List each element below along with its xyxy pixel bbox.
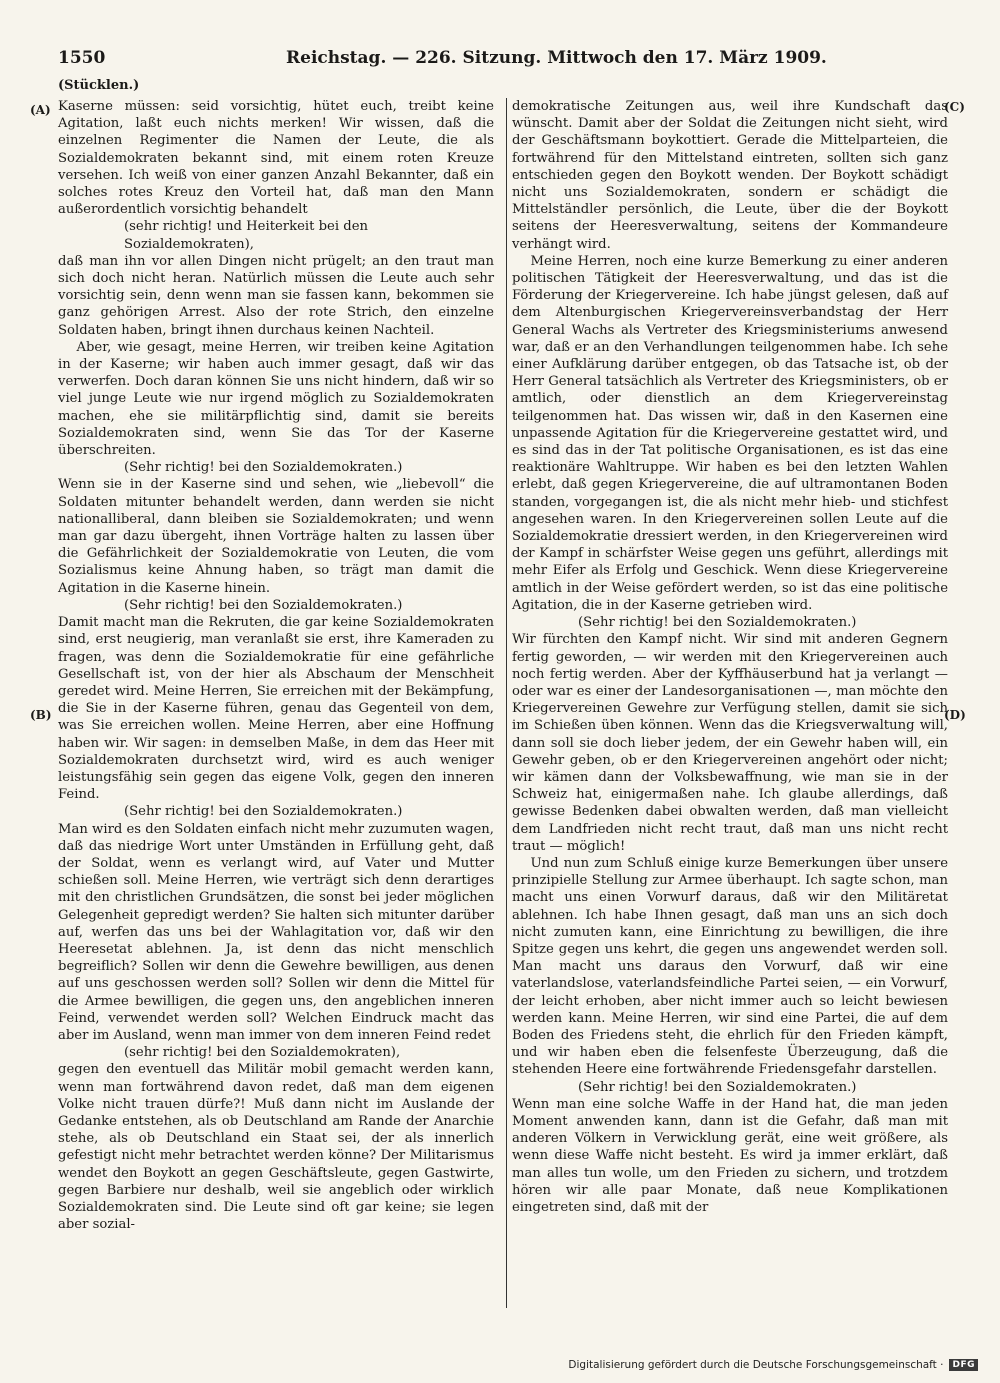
paragraph: Und nun zum Schluß einige kurze Bemerkungen über unsere prinzipielle Stellung zur Armee überhaupt. Ich sagte schon, man macht uns einen Vorwurf daraus, daß wir den Militäretat ablehnen. Ich habe Ihnen gesagt, daß man uns an sich doch nicht zumuten kann, eine Einrichtung zu bewilligen, die ihre Spitze gegen uns kehrt, die gegen uns angewendet werden soll. Man macht uns daraus den Vorwurf, daß wir eine vaterlandslose, vaterlandsfeindliche Partei seien, — ein Vorwurf, der leicht erhoben, aber nicht immer auch so leicht bewiesen werden kann. Meine Herren, wir sind eine Partei, die auf dem Boden des Friedens steht, die ehrlich für den Frieden kämpft, und wir haben eben die felsenfeste Überzeugung, daß die stehenden Heere eine fortwährende Friedensgefahr darstellen. [512,855,948,1078]
margin-marker-b: (B) [30,708,52,722]
interjection: (sehr richtig! und Heiterkeit bei den Sozialdemokraten), [124,219,369,252]
interjection: (Sehr richtig! bei den Sozialdemokraten.) [578,615,857,631]
interjection: (Sehr richtig! bei den Sozialdemokraten.) [578,1079,857,1095]
margin-marker-c: (C) [944,100,965,114]
paragraph: Meine Herren, noch eine kurze Bemerkung zu einer anderen politischen Tätigkeit der Heeresverwaltung, und das ist die Förderung der Kriegervereine. Ich habe jüngst gelesen, daß auf dem Altenburgischen Kriegervereinsverbandstag der Herr General Wachs als Vertreter des Kriegsministeriums anwesend war, daß er an den Verhandlungen teilgenommen habe. Ich sehe einer Aufklärung darüber entgegen, ob das Tatsache ist, ob der Herr General tatsächlich als Vertreter des Kriegsministers, ob er amtlich, oder dienstlich an dem Kriegervereinstag teilgenommen hat. Das wissen wir, daß in den Kasernen eine unpassende Agitation für die Kriegervereine gestattet wird, und es sind das in der Tat politische Organisationen, es ist das eine reaktionäre Wahltruppe. Wir haben es bei den letzten Wahlen erlebt, daß gegen Kriegervereine, die auf ultramontanen Boden standen, vorgegangen ist, die als nicht mehr hieb- und stichfest angesehen waren. In den Kriegervereinen sollen Leute auf die Sozialdemokratie dressiert werden, in den Kriegervereinen wird der Kampf in schärfster Weise gegen uns geführt, allerdings mit mehr Eifer als Erfolg und Geschick. Wenn diese Kriegervereine amtlich in der Weise gefördert werden, so ist das eine politische Agitation, die in der Kaserne getrieben wird. [512,253,948,613]
margin-marker-a: (A) [30,103,51,117]
interjection: (Sehr richtig! bei den Sozialdemokraten.) [124,597,403,613]
speaker-continuation: (Stücklen.) [58,78,140,93]
margin-marker-d: (D) [944,708,966,722]
dfg-logo: DFG [949,1359,978,1371]
paragraph: Wir fürchten den Kampf nicht. Wir sind mit anderen Gegnern fertig geworden, — wir werden mit den Kriegervereinen auch noch fertig werden. Aber der Kyffhäuserbund hat ja verlangt — oder war es einer der Landesorganisationen —, man möchte den Kriegervereinen Gewehre zur Verfügung stellen, damit sie sich im Schießen üben können. Wenn das die Kriegsverwaltung will, dann soll sie doch lieber jedem, der ein Gewehr haben will, ein Gewehr geben, ob er den Kriegervereinen angehört oder nicht; wir kämen dann der Volksbewaffnung, wie man sie in der Schweiz hat, einigermaßen nahe. Ich glaube allerdings, daß gewisse Bedenken dabei obwalten werden, daß man vielleicht dem Landfrieden nicht recht traut, daß man uns nicht recht traut — möglich! [512,632,948,854]
page-number: 1550 [58,48,106,68]
interjection: (Sehr richtig! bei den Sozialdemokraten.) [124,804,403,820]
running-title: Reichstag. — 226. Sitzung. Mittwoch den 17. März 1909. [286,48,827,68]
interjection: (sehr richtig! bei den Sozialdemokraten), [124,1045,401,1061]
footer-credit: Digitalisierung gefördert durch die Deutsche Forschungsgemeinschaft · [568,1359,944,1371]
column-divider [506,98,507,1308]
paragraph: Man wird es den Soldaten einfach nicht mehr zuzumuten wagen, daß das niedrige Wort unter Umständen in Erfüllung geht, daß der Soldat, wenn es verlangt wird, auf Vater und Mutter schießen soll. Meine Herren, wie verträgt sich denn derartiges mit den christlichen Grundsätzen, die sonst bei jeder möglichen Gelegenheit gepredigt werden? Sie halten sich mitunter darüber auf, werfen das uns bei der Wahlagitation vor, daß wir den Heeresetat ablehnen. Ja, ist denn das nicht menschlich begreiflich? Sollen wir denn die Gewehre bewilligen, aus denen auf uns geschossen werden soll? Sollen wir denn die Mittel für die Armee bewilligen, die gegen uns, den angeblichen inneren Feind, verwendet werden soll? Welchen Eindruck macht das aber im Ausland, wenn man immer von dem inneren Feind redet [58,821,494,1043]
paragraph: Wenn man eine solche Waffe in der Hand hat, die man jeden Moment anwenden kann, dann ist die Gefahr, daß man mit anderen Völkern in Verwicklung gerät, eine weit größere, als wenn diese Waffe nicht besteht. Es wird ja immer erklärt, daß man alles tun wolle, um den Frieden zu sichern, und trotzdem hören wir alle paar Monate, daß neue Komplikationen eingetreten sind, daß mit der [512,1096,948,1215]
interjection: (Sehr richtig! bei den Sozialdemokraten.) [124,460,403,476]
footer [568,1359,978,1371]
paragraph: gegen den eventuell das Militär mobil gemacht werden kann, wenn man fortwährend davon redet, daß man dem eigenen Volke nicht trauen dürfe?! Muß dann nicht im Auslande der Gedanke entstehen, als ob Deutschland am Rande der Anarchie stehe, als ob Deutschland ein Staat sei, der als innerlich gefestigt nicht mehr betrachtet werden könne? Der Militarismus wendet den Boykott an gegen Geschäftsleute, gegen Gastwirte, gegen Barbiere nur deshalb, weil sie angeblich oder wirklich Sozialdemokraten sind. Die Leute sind oft gar keine; sie legen aber sozial- [58,1062,494,1233]
paragraph: demokratische Zeitungen aus, weil ihre Kundschaft das wünscht. Damit aber der Soldat die Zeitungen nicht sieht, wird der Geschäftsmann boykottiert. Gerade die Mittelparteien, die fortwährend für den Mittelstand eintreten, sollten sich ganz entschieden gegen den Boykott wenden. Der Boykott schädigt nicht uns Sozialdemokraten, sondern er schädigt die Mittelständler persönlich, die Leute, über die der Boykott seitens der Heeresverwaltung, seitens der Kommandeure verhängt wird. [512,99,948,252]
left-column [58,98,494,1233]
right-column [512,98,948,1216]
paragraph: Wenn sie in der Kaserne sind und sehen, wie „liebevoll“ die Soldaten mitunter behandelt werden, dann werden sie nicht nationalliberal, dann bleiben sie Sozialdemokraten; und wenn man gar dazu übergeht, ihnen Vorträge halten zu lassen über die Gefährlichkeit der Sozialdemokratie von Leuten, die vom Sozialismus keine Ahnung haben, so trägt man damit die Agitation in die Kaserne hinein. [58,477,494,596]
paragraph: daß man ihn vor allen Dingen nicht prügelt; an den traut man sich doch nicht heran. Natürlich müssen die Leute auch sehr vorsichtig sein, denn wenn man sie fassen kann, bekommen sie ganz gehörigen Arrest. Also der rote Strich, den einzelne Soldaten haben, bringt ihnen durchaus keinen Nachteil. [58,253,494,338]
paragraph: Kaserne müssen: seid vorsichtig, hütet euch, treibt keine Agitation, laßt euch nichts merken! Wir wissen, daß die einzelnen Regimenter die Namen der Leute, die als Sozialdemokraten bekannt sind, mit einem roten Kreuze versehen. Ich weiß von einer ganzen Anzahl Bekannter, daß ein solches rotes Kreuz den Vorteil hat, daß man den Mann außerordentlich vorsichtig behandelt [58,99,494,218]
paragraph: Aber, wie gesagt, meine Herren, wir treiben keine Agitation in der Kaserne; wir haben auch immer gesagt, daß wir das verwerfen. Doch daran können Sie uns nicht hindern, daß wir so viel junge Leute wie nur irgend möglich zu Sozialdemokraten machen, ehe sie militärpflichtig sind, damit sie bereits Sozialdemokraten sind, wenn Sie das Tor der Kaserne überschreiten. [58,339,494,459]
paragraph: Damit macht man die Rekruten, die gar keine Sozialdemokraten sind, erst neugierig, man veranlaßt sie erst, ihre Kameraden zu fragen, was denn die Sozialdemokratie für eine gefährliche Gesellschaft ist, von der hier als Abschaum der Menschheit geredet wird. Meine Herren, Sie erreichen mit der Bekämpfung, die Sie in der Kaserne führen, genau das Gegenteil von dem, was Sie erreichen wollen. Meine Herren, aber eine Hoffnung haben wir. Wir sagen: in demselben Maße, in dem das Heer mit Sozialdemokraten durchsetzt wird, wird es auch weniger leistungsfähig sein gegen das eigene Volk, gegen den inneren Feind. [58,615,494,803]
page-header [58,48,940,74]
